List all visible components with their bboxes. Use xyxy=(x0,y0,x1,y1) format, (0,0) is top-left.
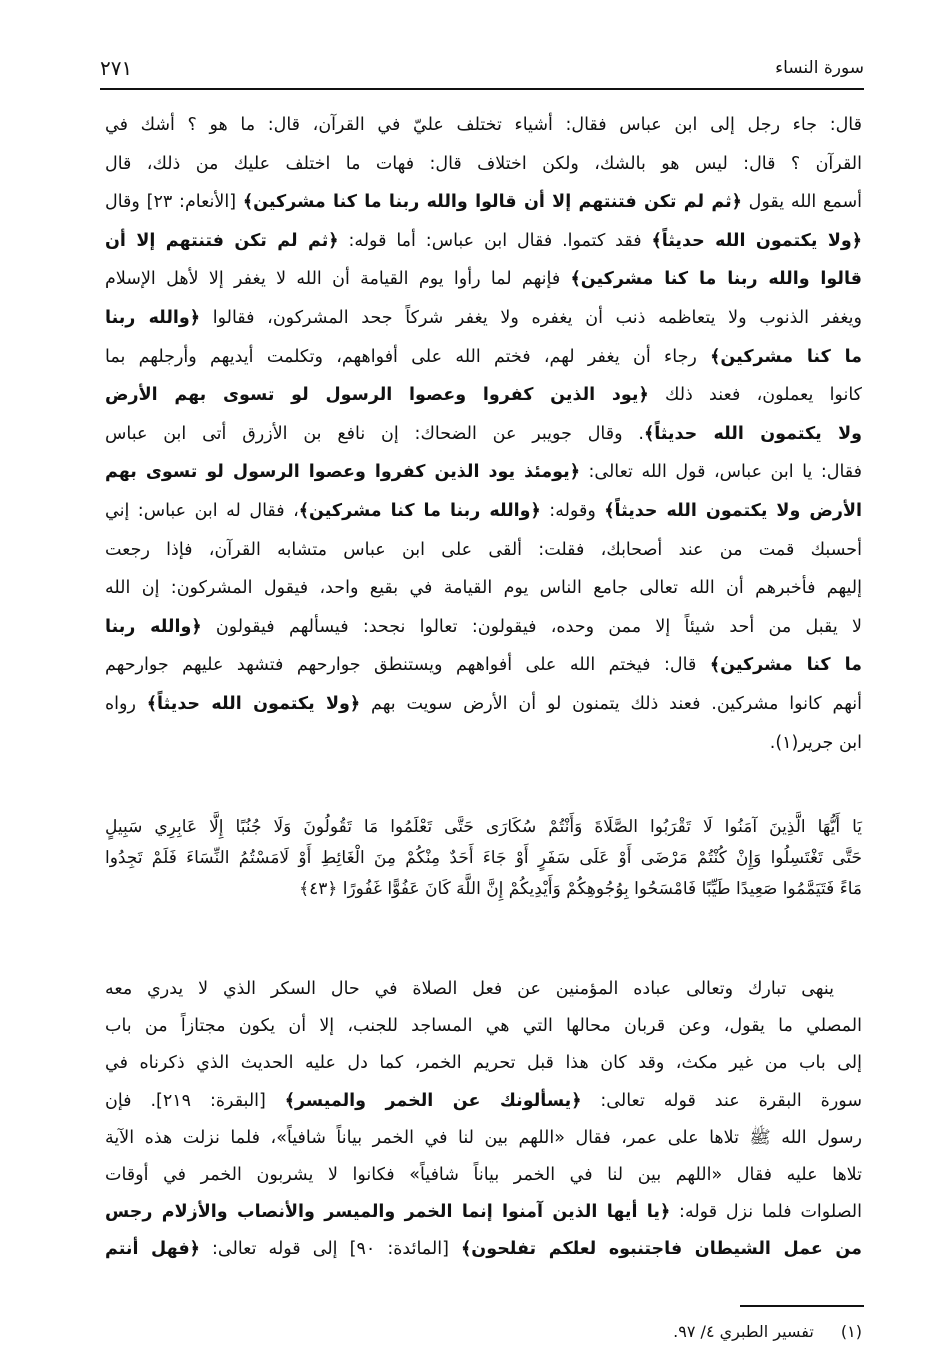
quoted-verse-text: ما كنا مشركين﴾ xyxy=(709,655,862,676)
text-segment: المصلي ما يقول، وعن قربان محالها التي هي المساجد للجنب، إلا أن يكون مجتازاً من باب xyxy=(105,1016,862,1037)
text-segment: ، فقال له ابن عباس: إني xyxy=(105,500,299,521)
text-segment: (١) xyxy=(775,732,799,753)
text-segment: رجاء أن يغفر لهم، فختم الله على أفواههم، وتكلمت أيديهم وأرجلهم بما xyxy=(105,346,711,367)
footnote-mark: (١) xyxy=(840,1322,862,1341)
text-line xyxy=(105,145,862,184)
text-line xyxy=(105,492,862,531)
text-line xyxy=(105,1083,862,1120)
text-line xyxy=(105,1045,862,1082)
text-line xyxy=(105,415,862,454)
text-segment: إلى باب من غير مكث، وقد كان هذا قبل تحريم الخمر، كما دل عليه الحديث الذي ذكرناه في xyxy=(105,1053,862,1074)
text-line xyxy=(105,724,862,763)
text-segment: ينهى تبارك وتعالى عباده المؤمنين عن فعل الصلاة في حال السكر الذي لا يدري معه xyxy=(105,979,834,999)
text-line xyxy=(105,1194,862,1231)
text-segment: يَا أَيُّهَا الَّذِينَ آمَنُوا لَا تَقْرَبُوا الصَّلَاةَ وَأَنْتُمْ سُكَارَى حَتَّى تَعْلَمُوا مَا تَقُولُونَ وَلَا جُنُبًا إِلَّا عَابِرِي سَبِيلٍ xyxy=(105,817,862,837)
text-line xyxy=(105,531,862,570)
text-line xyxy=(105,608,862,647)
quran-verse-43 xyxy=(105,812,862,905)
text-segment: تلاها عليه فقال «اللهم بين لنا في الخمر بياناً شافياً» فكانوا لا يشربون الخمر في أوقات xyxy=(105,1164,862,1185)
text-segment: رواه xyxy=(105,693,147,714)
text-segment: ابن جرير xyxy=(798,732,862,753)
commentary-paragraph-1 xyxy=(105,106,862,762)
running-header xyxy=(100,52,864,86)
quoted-verse-text: ﴿يا أيها الذين آمنوا إنما الخمر والميسر والأنصاب والأزلام رجس xyxy=(105,1202,671,1223)
commentary-paragraph-2 xyxy=(105,971,862,1269)
text-line xyxy=(105,812,862,843)
text-segment: قال: جاء رجل إلى ابن عباس فقال: أشياء تختلف عليّ في القرآن، قال: ما هو ؟ أشك في xyxy=(105,115,862,135)
text-segment: [المائدة: ٩٠] إلى قوله تعالى: xyxy=(199,1239,462,1260)
text-line xyxy=(105,183,862,222)
text-segment: أنهم كانوا مشركين. فعند ذلك يتمنون لو أن الأرض سويت بهم xyxy=(360,693,862,714)
text-line xyxy=(105,569,862,608)
text-segment: فإنهم لما رأوا يوم القيامة أن الله لا يغفر إلا لأهل الإسلام xyxy=(105,269,571,290)
text-segment: [الأنعام: ٢٣] وقال xyxy=(105,192,243,213)
text-segment: إليهم فأخبرهم أن الله تعالى جامع الناس يوم القيامة في بقيع واحد، فيقول المشركون: إن الله xyxy=(105,578,862,599)
text-line xyxy=(105,376,862,415)
quoted-verse-text: ﴿ثم لم تكن فتنتهم إلا أن قالوا والله ربنا ما كنا مشركين﴾ xyxy=(242,192,742,213)
quoted-verse-text: ﴿ولا يكتمون الله حديثاً﴾ xyxy=(146,693,361,714)
quoted-verse-text: ما كنا مشركين﴾ xyxy=(710,346,862,367)
footnote xyxy=(673,1322,862,1341)
quoted-verse-text: قالوا والله ربنا ما كنا مشركين﴾ xyxy=(570,269,863,290)
text-segment: حَتَّى تَغْتَسِلُوا وَإِنْ كُنْتُمْ مَرْضَى أَوْ عَلَى سَفَرٍ أَوْ جَاءَ أَحَدٌ مِنْكُمْ مِنَ الْغَائِطِ أَوْ لَامَسْتُمُ النِّسَاءَ فَلَمْ تَجِدُوا xyxy=(105,848,862,868)
quoted-verse-text: ﴿فهل أنتم xyxy=(105,1239,200,1260)
text-line xyxy=(105,971,862,1008)
text-segment: مَاءً فَتَيَمَّمُوا صَعِيدًا طَيِّبًا فَامْسَحُوا بِوُجُوهِكُمْ وَأَيْدِيكُمْ إِنَّ اللَّهَ كَانَ عَفُوًّا غَفُورًا ﴿٤٣﴾ xyxy=(299,879,862,899)
footnote-text: تفسير الطبري ٤/ ٩٧. xyxy=(673,1322,814,1341)
text-segment: كانوا يعملون، فعند ذلك xyxy=(648,385,863,406)
text-line xyxy=(105,1231,862,1268)
page-number: ٢٧١ xyxy=(100,56,133,80)
text-line xyxy=(105,1120,862,1157)
text-segment: [البقرة: ٢١٩]. فإن xyxy=(105,1090,285,1111)
text-line xyxy=(105,646,862,685)
header-rule xyxy=(100,88,864,90)
text-line xyxy=(105,685,862,724)
text-segment: القرآن ؟ قال: ليس هو بالشك، ولكن اختلاف قال: فهات ما اختلف عليك من ذلك، قال xyxy=(105,153,862,174)
text-line xyxy=(105,1157,862,1194)
text-line xyxy=(105,843,862,874)
text-segment: الصلوات فلما نزل قوله: xyxy=(670,1202,862,1223)
surah-title: سورة النساء xyxy=(775,58,864,78)
text-line xyxy=(105,222,862,261)
text-segment: رسول الله ﷺ تلاها على عمر، فقال «اللهم بين لنا في الخمر بياناً شافياً»، فلما نزلت هذه الآية xyxy=(105,1127,862,1148)
text-line xyxy=(105,453,862,492)
quoted-verse-text: ﴿يود الذين كفروا وعصوا الرسول لو تسوى بهم الأرض xyxy=(105,385,649,406)
quoted-verse-text: ﴿يسألونك عن الخمر والميسر﴾ xyxy=(284,1090,582,1111)
text-segment: وقوله: xyxy=(540,500,605,521)
quoted-verse-text: ولا يكتمون الله حديثاً﴾ xyxy=(643,423,862,444)
text-line xyxy=(105,299,862,338)
quoted-verse-text: ﴿والله ربنا xyxy=(105,616,202,637)
footnote-rule xyxy=(740,1305,864,1307)
text-segment: سورة البقرة عند قوله تعالى: xyxy=(581,1090,862,1111)
text-line xyxy=(105,874,862,905)
text-segment: فقد كتموا. فقال ابن عباس: أما قوله: xyxy=(338,230,652,251)
quoted-verse-text: ﴿يومئذ يود الذين كفروا وعصوا الرسول لو تسوى بهم xyxy=(105,462,580,483)
text-segment: قال: فيختم الله على أفواههم ويستنطق جوارحهم فتشهد عليهم جوارحهم xyxy=(105,655,710,676)
quoted-verse-text: من عمل الشيطان فاجتنبوه لعلكم تفلحون﴾ xyxy=(461,1239,862,1260)
quoted-verse-text: ﴿ولا يكتمون الله حديثاً﴾ xyxy=(651,230,862,251)
text-segment: . xyxy=(769,732,776,753)
text-segment: أحسبك قمت من عند أصحابك، فقلت: ألقى على ابن عباس متشابه القرآن، فإذا رجعت xyxy=(105,539,862,560)
quoted-verse-text: ﴿والله ربنا xyxy=(105,307,201,328)
text-line xyxy=(105,260,862,299)
text-segment: لا يقبل من أحد شيئاً إلا ممن وحده، فيقولون: تعالوا نجحد: فيسألهم فيقولون xyxy=(201,616,862,637)
text-line xyxy=(105,106,862,145)
quoted-verse-text: ﴿والله ربنا ما كنا مشركين﴾ xyxy=(298,500,541,521)
text-segment: . وقال جويبر عن الضحاك: إن نافع بن الأزرق أتى ابن عباس xyxy=(105,423,644,444)
text-segment: فقال: يا ابن عباس، قول الله تعالى: xyxy=(579,462,862,483)
text-segment: ويغفر الذنوب ولا يتعاظمه ذنب أن يغفره ولا يغفر شركاً جحد المشركون، فقالوا xyxy=(200,307,862,328)
text-segment: أسمع الله يقول xyxy=(741,192,862,213)
text-line xyxy=(105,1008,862,1045)
text-line xyxy=(105,338,862,377)
quoted-verse-text: ﴿ثم لم تكن فتنتهم إلا أن xyxy=(105,230,339,251)
quoted-verse-text: الأرض ولا يكتمون الله حديثاً﴾ xyxy=(604,500,863,521)
